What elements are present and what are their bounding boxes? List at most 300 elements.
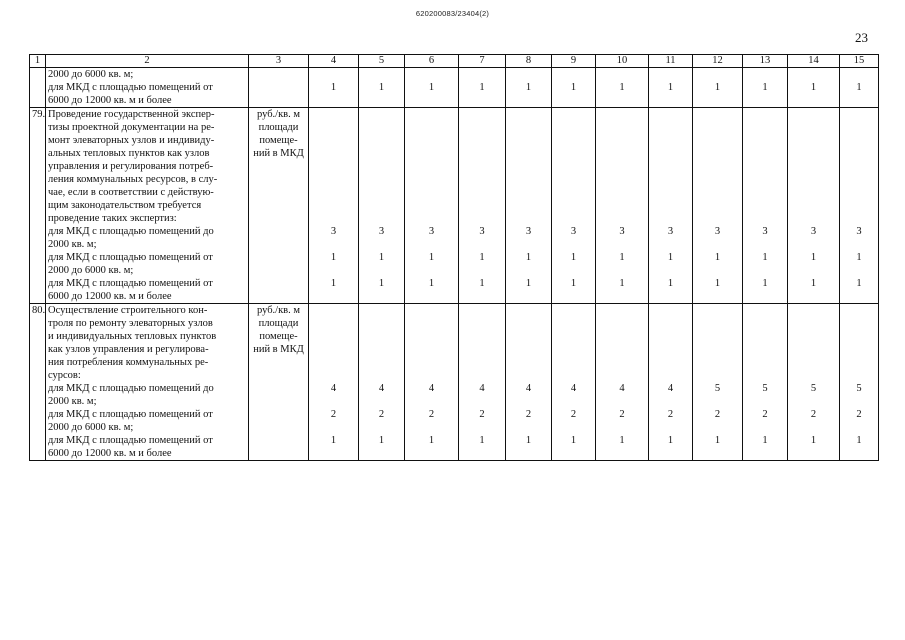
cell-spacer [311,264,356,277]
cell-spacer [311,238,356,251]
cell-spacer [554,173,593,186]
cell-spacer [651,421,690,434]
value-cell [743,304,788,461]
cell-spacer [651,108,690,121]
column-header: 14 [788,55,840,68]
cell-value: 1 [714,278,721,289]
cell-spacer [311,108,356,121]
value-cell [693,108,743,304]
unit-line: площади [258,122,299,133]
cell-spacer [695,134,740,147]
cell-spacer [311,121,356,134]
cell-value: 1 [810,435,817,446]
cell-value: 2 [619,409,625,420]
cell-value: 2 [762,409,768,420]
column-header: 5 [359,55,405,68]
unit-line: помеще- [259,331,298,342]
cell-spacer [508,212,549,225]
cell-spacer [842,421,876,434]
cell-spacer [361,369,402,382]
cell-spacer [361,160,402,173]
cell-value: 2 [428,409,435,420]
cell-value: 4 [378,383,385,394]
unit-line: руб./кв. м [256,109,301,120]
cell-spacer [461,317,503,330]
cell-value: 1 [810,278,817,289]
cell-value: 2 [810,409,817,420]
cell-spacer [554,94,593,107]
cell-value: 1 [762,82,768,93]
cell-spacer [598,186,646,199]
description-line: монт элеваторных узлов и индивиду- [48,135,215,146]
cell-spacer [695,238,740,251]
cell-value: 1 [619,278,625,289]
row-description [46,108,249,304]
cell-spacer [842,199,876,212]
description-line: Проведение государственной экспер- [48,109,215,120]
cell-value: 3 [619,226,625,237]
cell-spacer [554,160,593,173]
cell-spacer [407,94,456,107]
cell-spacer [361,395,402,408]
cell-spacer [407,356,456,369]
cell-spacer [790,121,837,134]
cell-spacer [598,147,646,160]
cell-spacer [508,395,549,408]
cell-value: 1 [525,82,532,93]
cell-value: 1 [378,82,385,93]
cell-spacer [508,121,549,134]
value-cell [506,68,552,108]
cell-spacer [407,317,456,330]
row-description [46,304,249,461]
cell-spacer [745,186,785,199]
cell-spacer [598,212,646,225]
description-line: 2000 кв. м; [48,239,97,250]
cell-value: 1 [570,252,577,263]
cell-spacer [695,356,740,369]
cell-spacer [361,264,402,277]
cell-spacer [745,343,785,356]
cell-spacer [598,68,646,81]
cell-spacer [461,173,503,186]
description-line: проведение таких экспертиз: [48,213,177,224]
cell-value: 1 [856,435,862,446]
cell-spacer [745,317,785,330]
cell-value: 2 [479,409,485,420]
column-header-row [30,55,879,68]
page-number: 23 [855,30,868,45]
cell-spacer [554,147,593,160]
cell-spacer [361,421,402,434]
cell-spacer [407,264,456,277]
cell-spacer [598,238,646,251]
cell-spacer [790,447,837,460]
value-cell [596,68,649,108]
cell-spacer [745,395,785,408]
value-cell [788,304,840,461]
cell-spacer [745,264,785,277]
cell-value: 4 [525,383,532,394]
description-line: сурсов: [48,370,81,381]
description-line: для МКД с площадью помещений от [48,252,213,263]
cell-value: 2 [525,409,532,420]
cell-spacer [508,68,549,81]
cell-spacer [311,317,356,330]
cell-spacer [790,94,837,107]
cell-value: 1 [378,252,385,263]
column-header: 6 [405,55,459,68]
value-cell [405,108,459,304]
cell-spacer [695,395,740,408]
cell-value: 1 [570,278,577,289]
cell-value: 1 [428,82,435,93]
description-line: как узлов управления и регулирова- [48,344,209,355]
cell-spacer [695,68,740,81]
cell-spacer [311,68,356,81]
cell-spacer [461,343,503,356]
cell-spacer [508,330,549,343]
cell-spacer [361,147,402,160]
value-cell [840,108,879,304]
cell-spacer [311,369,356,382]
cell-spacer [651,264,690,277]
cell-spacer [842,173,876,186]
cell-spacer [745,356,785,369]
cell-value: 4 [479,383,485,394]
cell-value: 1 [479,435,485,446]
value-cell [552,68,596,108]
cell-spacer [407,68,456,81]
unit-line: помеще- [259,135,298,146]
cell-spacer [407,330,456,343]
cell-spacer [361,447,402,460]
cell-value: 1 [762,278,768,289]
cell-spacer [361,173,402,186]
cell-spacer [651,121,690,134]
cell-spacer [651,304,690,317]
cell-spacer [311,330,356,343]
cell-value: 4 [619,383,625,394]
value-cell [405,304,459,461]
cell-spacer [745,108,785,121]
description-line: чае, если в соответствии с действую- [48,187,214,198]
description-line: 6000 до 12000 кв. м и более [48,291,172,302]
cell-spacer [745,121,785,134]
cell-value: 1 [714,252,721,263]
row-unit [249,304,309,461]
cell-spacer [790,134,837,147]
column-header: 8 [506,55,552,68]
cell-value: 1 [428,252,435,263]
cell-value: 1 [667,252,674,263]
value-cell [552,108,596,304]
cell-value: 5 [856,383,862,394]
cell-value: 1 [714,435,721,446]
cell-spacer [598,199,646,212]
cell-spacer [695,290,740,303]
cell-spacer [790,212,837,225]
cell-spacer [598,356,646,369]
cell-spacer [695,304,740,317]
cell-spacer [311,173,356,186]
unit-line: ний в МКД [253,344,304,355]
cell-spacer [554,421,593,434]
cell-value: 1 [667,435,674,446]
cell-spacer [745,212,785,225]
cell-spacer [842,147,876,160]
value-cell [359,108,405,304]
cell-spacer [361,199,402,212]
cell-spacer [554,186,593,199]
cell-spacer [842,304,876,317]
cell-spacer [651,290,690,303]
cell-value: 4 [428,383,435,394]
cell-spacer [311,290,356,303]
cell-value: 1 [762,435,768,446]
cell-spacer [842,160,876,173]
cell-spacer [842,121,876,134]
value-cell [309,68,359,108]
cell-spacer [842,330,876,343]
cell-spacer [461,330,503,343]
cell-spacer [651,238,690,251]
value-cell [309,304,359,461]
cell-spacer [554,290,593,303]
description-line: щим законодательством требуется [48,200,202,211]
cell-spacer [508,94,549,107]
table-row [30,304,879,461]
cell-spacer [695,186,740,199]
cell-value: 1 [810,252,817,263]
cell-value: 1 [378,278,385,289]
cell-spacer [554,395,593,408]
cell-spacer [695,421,740,434]
description-line: 2000 кв. м; [48,396,97,407]
cell-value: 1 [428,435,435,446]
cell-spacer [790,343,837,356]
cell-value: 3 [570,226,577,237]
cell-spacer [361,238,402,251]
cell-value: 1 [570,435,577,446]
cell-spacer [508,447,549,460]
value-cell [840,68,879,108]
cell-value: 2 [714,409,721,420]
description-line: 6000 до 12000 кв. м и более [48,95,172,106]
cell-value: 4 [667,383,674,394]
description-line: 2000 до 6000 кв. м; [48,422,134,433]
cell-value: 1 [378,435,385,446]
cell-spacer [407,108,456,121]
cell-value: 1 [762,252,768,263]
cell-spacer [790,395,837,408]
cell-spacer [361,134,402,147]
cell-spacer [508,369,549,382]
cell-spacer [745,199,785,212]
cell-spacer [461,264,503,277]
cell-value: 1 [525,435,532,446]
cell-spacer [651,186,690,199]
cell-spacer [554,343,593,356]
cell-spacer [695,330,740,343]
cell-spacer [407,421,456,434]
description-line: для МКД с площадью помещений от [48,435,213,446]
cell-spacer [651,317,690,330]
cell-spacer [790,304,837,317]
cell-value: 1 [479,82,485,93]
cell-spacer [651,356,690,369]
cell-spacer [554,121,593,134]
column-header: 10 [596,55,649,68]
row-unit [249,108,309,304]
description-line: для МКД с площадью помещений от [48,278,213,289]
cell-spacer [554,238,593,251]
cell-spacer [508,343,549,356]
cell-spacer [651,160,690,173]
column-header: 12 [693,55,743,68]
cell-spacer [311,147,356,160]
cell-spacer [598,108,646,121]
description-line: 6000 до 12000 кв. м и более [48,448,172,459]
cell-spacer [311,134,356,147]
cell-value: 1 [667,278,674,289]
cell-value: 5 [810,383,817,394]
cell-spacer [461,134,503,147]
cell-spacer [361,304,402,317]
cell-spacer [651,173,690,186]
cell-spacer [554,447,593,460]
description-line: и индивидуальных тепловых пунктов [48,331,217,342]
cell-spacer [790,108,837,121]
cell-spacer [790,186,837,199]
cell-value: 3 [667,226,674,237]
cell-spacer [361,94,402,107]
cell-spacer [842,369,876,382]
column-header: 7 [459,55,506,68]
cell-spacer [311,447,356,460]
description-line: ления коммунальных ресурсов, в слу- [48,174,218,185]
value-cell [459,304,506,461]
cell-spacer [598,317,646,330]
cell-spacer [790,68,837,81]
cell-spacer [842,238,876,251]
description-line: троля по ремонту элеваторных узлов [48,318,213,329]
value-cell [596,108,649,304]
cell-spacer [598,290,646,303]
column-header: 15 [840,55,879,68]
cell-value: 4 [570,383,577,394]
cell-spacer [554,304,593,317]
value-cell [552,304,596,461]
unit-line: руб./кв. м [256,305,301,316]
cell-spacer [598,447,646,460]
cell-spacer [651,447,690,460]
cell-spacer [842,134,876,147]
cell-spacer [361,356,402,369]
cell-spacer [361,330,402,343]
cell-spacer [745,160,785,173]
cell-spacer [790,330,837,343]
cell-spacer [311,212,356,225]
cell-spacer [695,121,740,134]
cell-spacer [407,134,456,147]
cell-spacer [695,94,740,107]
cell-spacer [508,147,549,160]
value-cell [693,68,743,108]
column-header: 2 [46,55,249,68]
cell-spacer [311,199,356,212]
cell-spacer [554,369,593,382]
cell-spacer [790,356,837,369]
cell-spacer [407,186,456,199]
cell-value: 1 [330,278,337,289]
cell-spacer [745,421,785,434]
value-cell [693,304,743,461]
cell-spacer [361,186,402,199]
value-cell [649,304,693,461]
cell-spacer [361,290,402,303]
cell-spacer [651,330,690,343]
cell-spacer [311,395,356,408]
cell-spacer [842,94,876,107]
cell-spacer [407,369,456,382]
cell-spacer [508,421,549,434]
cell-spacer [695,369,740,382]
description-line: для МКД с площадью помещений до [48,383,214,394]
value-cell [840,304,879,461]
cell-spacer [598,421,646,434]
cell-spacer [311,356,356,369]
cell-spacer [554,264,593,277]
value-cell [459,108,506,304]
cell-spacer [508,186,549,199]
cell-spacer [461,356,503,369]
cell-spacer [311,343,356,356]
cell-value: 4 [330,383,337,394]
cell-value: 1 [856,252,862,263]
tariff-table [29,54,879,461]
cell-spacer [508,108,549,121]
cell-spacer [461,186,503,199]
value-cell [788,68,840,108]
cell-value: 1 [856,82,862,93]
cell-value: 2 [570,409,577,420]
cell-spacer [508,238,549,251]
cell-spacer [651,199,690,212]
cell-spacer [361,121,402,134]
description-line: для МКД с площадью помещений от [48,409,213,420]
cell-spacer [598,343,646,356]
cell-value: 1 [479,252,485,263]
description-line: управления и регулирования потреб- [48,161,214,172]
cell-spacer [461,369,503,382]
cell-spacer [790,147,837,160]
cell-spacer [311,160,356,173]
column-header: 11 [649,55,693,68]
cell-spacer [407,147,456,160]
description-line: для МКД с площадью помещений до [48,226,214,237]
cell-spacer [651,369,690,382]
cell-spacer [461,199,503,212]
cell-spacer [407,199,456,212]
cell-spacer [842,290,876,303]
cell-spacer [361,343,402,356]
cell-spacer [461,290,503,303]
cell-spacer [461,147,503,160]
cell-spacer [745,330,785,343]
value-cell [596,304,649,461]
cell-spacer [508,134,549,147]
